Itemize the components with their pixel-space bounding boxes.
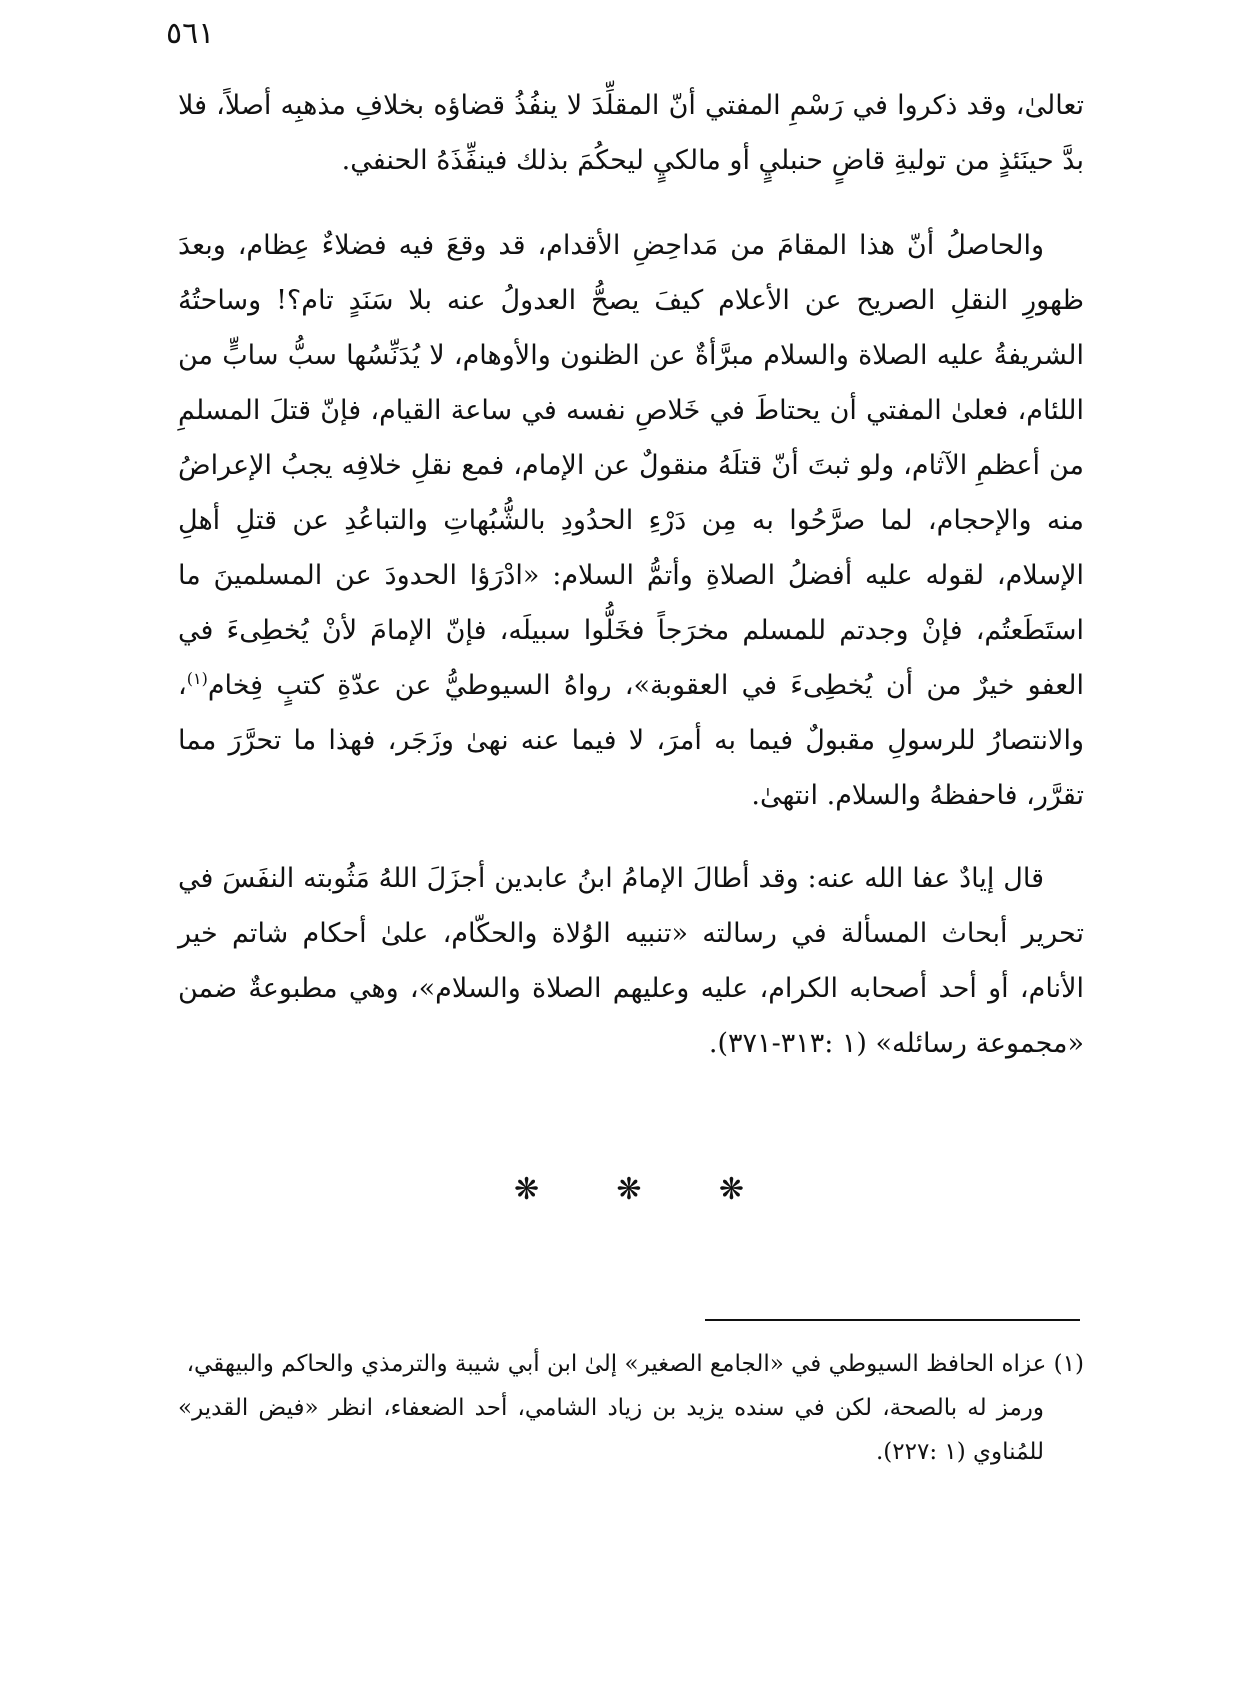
section-separator <box>514 1170 744 1210</box>
footnote-divider <box>705 1319 1080 1321</box>
page-number: ٥٦١ <box>166 16 215 51</box>
asterism-icon: ❋ <box>718 1172 744 1207</box>
main-text <box>178 78 1084 1071</box>
paragraph-2-text: والحاصلُ أنّ هذا المقامَ من مَداحِضِ الأقدام، قد وقعَ فيه فضلاءٌ عِظام، وبعدَ ظهورِ النقلِ الصريح عن الأعلام كيفَ يصحُّ العدولُ عنه بلا سَنَدٍ تام؟! وساحتُهُ الشريفةُ عليه الصلاة والسلام مبرَّأةٌ عن الظنون والأوهام، لا يُدَنِّسُها سبُّ سابٍّ من اللئام، فعلىٰ المفتي أن يحتاطَ في خَلاصِ نفسه في ساعة القيام، فإنّ قتلَ المسلمِ من أعظمِ الآثام، ولو ثبتَ أنّ قتلَهُ منقولٌ عن الإمام، فمع نقلِ خلافِه يجبُ الإعراضُ منه والإحجام، لما صرَّحُوا به مِن دَرْءِ الحدُودِ بالشُّبُهاتِ والتباعُدِ عن قتلِ أهلِ الإسلام، لقوله عليه أفضلُ الصلاةِ وأتمُّ السلام: «ادْرَؤا الحدودَ عن المسلمينَ ما استَطَعتُم، فإنْ وجدتم للمسلم مخرَجاً فخَلُّوا سبيلَه، فإنّ الإمامَ لأنْ يُخطِىءَ في العفو خيرٌ من أن يُخطِىءَ في العقوبة»، رواهُ السيوطيُّ عن عدّةِ كتبٍ فِخام <box>178 230 1084 701</box>
paragraph-3: قال إيادٌ عفا الله عنه: وقد أطالَ الإمامُ ابنُ عابدين أجزَلَ اللهُ مَثُوبته النفَسَ في تحرير أبحاث المسألة في رسالته «تنبيه الوُلاة والحكّام، علىٰ أحكام شاتم خير الأنام، أو أحد أصحابه الكرام، عليه وعليهم الصلاة والسلام»، وهي مطبوعةٌ ضمن «مجموعة رسائله» (١ :٣١٣-٣٧١). <box>178 863 1084 1059</box>
paragraph-1: تعالىٰ، وقد ذكروا في رَسْمِ المفتي أنّ المقلِّدَ لا ينفُذُ قضاؤه بخلافِ مذهبِه أصلاً، فلا بدَّ حينَئذٍ من توليةِ قاضٍ حنبليٍ أو مالكيٍ ليحكُمَ بذلك فينفِّذَهُ الحنفي. <box>178 90 1084 176</box>
asterism-icon: ❋ <box>514 1172 540 1207</box>
footnote-1-first-line: عزاه الحافظ السيوطي في «الجامع الصغير» إلىٰ ابن أبي شيبة والترمذي والحاكم والبيهقي، <box>186 1351 1047 1377</box>
footnote-1 <box>178 1342 1084 1386</box>
footnotes <box>178 1342 1084 1474</box>
paragraph-2-tail: ، والانتصارُ للرسولِ مقبولٌ فيما به أمرَ، لا فيما عنه نهىٰ وزَجَر، فهذا ما تحرَّرَ مما تقرَّر، فاحفظهُ والسلام. انتهىٰ. <box>178 670 1084 811</box>
paragraph-2 <box>178 218 1084 823</box>
asterism-icon: ❋ <box>616 1172 642 1207</box>
footnote-reference: (١) <box>186 669 208 688</box>
footnote-marker: (١) <box>1053 1351 1084 1377</box>
footnote-1-continuation: ورمز له بالصحة، لكن في سنده يزيد بن زياد الشامي، أحد الضعفاء، انظر «فيض القدير» للمُناوي (١ :٢٢٧). <box>178 1395 1044 1465</box>
